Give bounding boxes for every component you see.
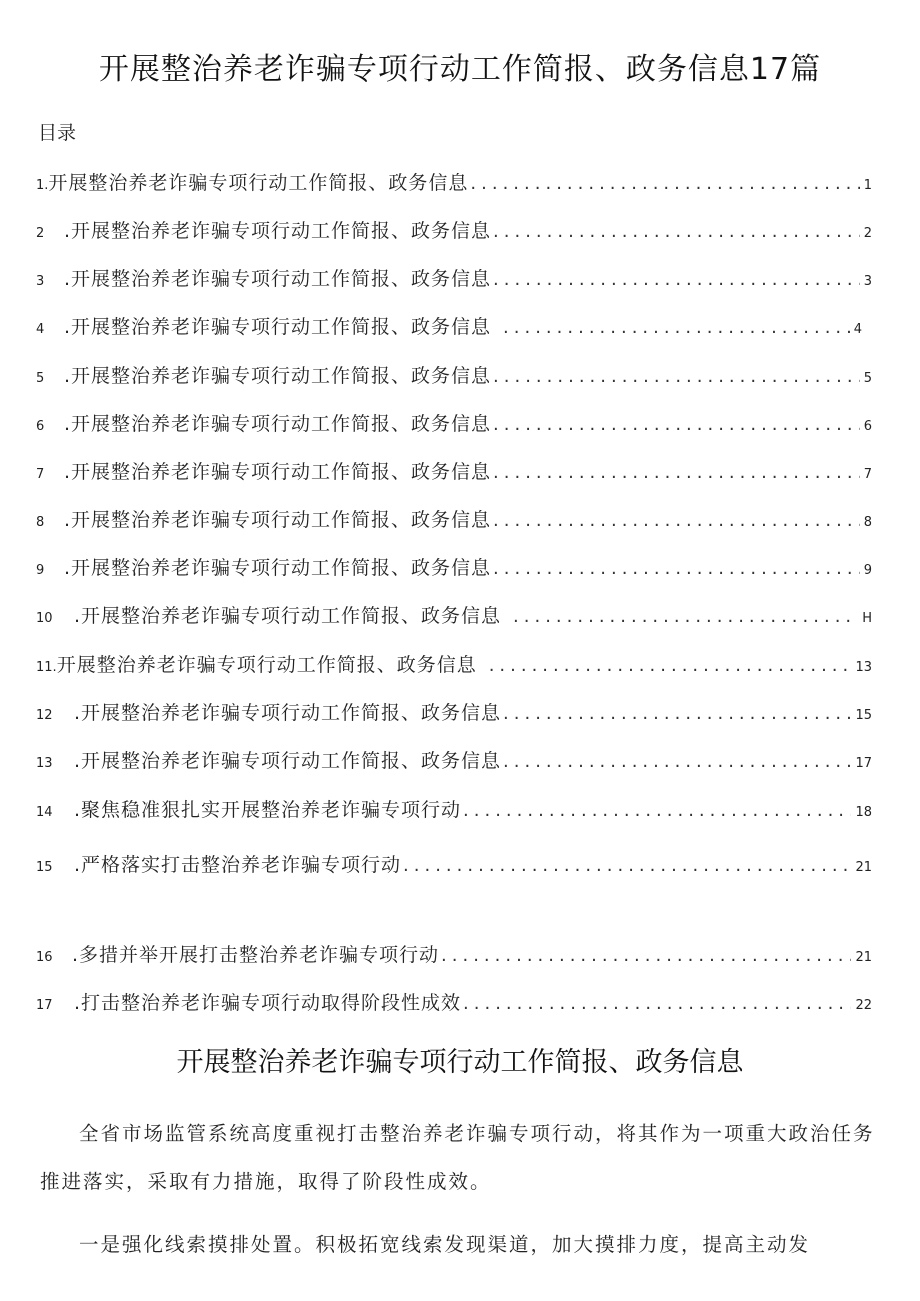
toc-entry-11[interactable] xyxy=(36,650,872,680)
toc-entry-text: .开展整治养老诈骗专项行动工作简报、政务信息 xyxy=(64,461,492,483)
toc-entry-page: 17 xyxy=(855,756,872,771)
toc-entry-14[interactable] xyxy=(36,795,872,825)
toc-leader-dots xyxy=(403,855,851,876)
toc-entry-text: .严格落实打击整治养老诈骗专项行动 xyxy=(74,854,402,876)
toc-entry-7[interactable] xyxy=(36,457,872,487)
toc-entry-text: .开展整治养老诈骗专项行动工作简报、政务信息 xyxy=(64,365,492,387)
toc-entry-6[interactable] xyxy=(36,409,872,439)
toc-leader-dots xyxy=(463,993,851,1014)
body-paragraph-2: 一是强化线索摸排处置。积极拓宽线索发现渠道，加大摸排力度，提高主动发 xyxy=(79,1233,811,1256)
toc-leader-dots xyxy=(513,606,858,627)
toc-leader-dots xyxy=(503,703,851,724)
toc-entry-number: 17 xyxy=(36,998,53,1013)
toc-entry-page: 22 xyxy=(855,998,872,1013)
toc-leader-dots xyxy=(493,558,860,579)
toc-entry-number: 1. xyxy=(36,178,49,193)
toc-entry-text: .开展整治养老诈骗专项行动工作简报、政务信息 xyxy=(64,557,492,579)
toc-entry-page: 3 xyxy=(863,274,872,289)
toc-entry-text: .开展整治养老诈骗专项行动工作简报、政务信息 xyxy=(74,605,502,627)
toc-leader-dots xyxy=(493,414,860,435)
toc-entry-page: 7 xyxy=(863,467,872,482)
toc-entry-number: 9 xyxy=(36,563,45,578)
toc-leader-dots xyxy=(503,317,850,338)
toc-entry-text: 开展整治养老诈骗专项行动工作简报、政务信息 xyxy=(48,172,469,194)
toc-entry-text: 开展整治养老诈骗专项行动工作简报、政务信息 xyxy=(56,654,477,676)
toc-entry-number: 7 xyxy=(36,467,45,482)
toc-entry-page: H xyxy=(862,611,872,626)
toc-entry-text: .开展整治养老诈骗专项行动工作简报、政务信息 xyxy=(64,509,492,531)
toc-leader-dots xyxy=(470,173,859,194)
toc-leader-dots xyxy=(463,800,851,821)
toc-entry-9[interactable] xyxy=(36,553,872,583)
toc-leader-dots xyxy=(493,462,860,483)
toc-entry-1[interactable] xyxy=(36,168,872,198)
toc-entry-15[interactable] xyxy=(36,850,872,880)
toc-entry-number: 16 xyxy=(36,950,53,965)
toc-entry-text: .开展整治养老诈骗专项行动工作简报、政务信息 xyxy=(74,702,502,724)
toc-entry-2[interactable] xyxy=(36,216,872,246)
toc-entry-page: 13 xyxy=(855,660,872,675)
toc-entry-16[interactable] xyxy=(36,940,872,970)
toc-entry-number: 2 xyxy=(36,226,45,241)
toc-entry-13[interactable] xyxy=(36,746,872,776)
toc-entry-number: 13 xyxy=(36,756,53,771)
toc-entry-page: 8 xyxy=(863,515,872,530)
toc-entry-page: 9 xyxy=(863,563,872,578)
toc-entry-number: 11. xyxy=(36,660,57,675)
toc-entry-page: 5 xyxy=(863,371,872,386)
toc-entry-text: .聚焦稳准狠扎实开展整治养老诈骗专项行动 xyxy=(74,799,462,821)
toc-entry-number: 8 xyxy=(36,515,45,530)
document-title: 开展整治养老诈骗专项行动工作简报、政务信息17篇 xyxy=(98,52,822,87)
toc-heading: 目录 xyxy=(38,122,77,144)
toc-entry-4[interactable] xyxy=(36,312,862,342)
toc-entry-number: 6 xyxy=(36,419,45,434)
toc-entry-number: 3 xyxy=(36,274,45,289)
toc-entry-number: 5 xyxy=(36,371,45,386)
section-title: 开展整治养老诈骗专项行动工作简报、政务信息 xyxy=(176,1047,744,1078)
toc-entry-10[interactable] xyxy=(36,601,872,631)
toc-entry-page: 18 xyxy=(855,805,872,820)
toc-entry-17[interactable] xyxy=(36,988,872,1018)
toc-entry-3[interactable] xyxy=(36,264,872,294)
toc-entry-page: 15 xyxy=(855,708,872,723)
toc-entry-number: 15 xyxy=(36,860,53,875)
toc-entry-text: .开展整治养老诈骗专项行动工作简报、政务信息 xyxy=(64,413,492,435)
toc-leader-dots xyxy=(493,366,860,387)
toc-entry-number: 12 xyxy=(36,708,53,723)
toc-entry-text: .开展整治养老诈骗专项行动工作简报、政务信息 xyxy=(64,268,492,290)
toc-leader-dots xyxy=(441,945,851,966)
toc-entry-page: 1 xyxy=(863,178,872,193)
toc-entry-text: .开展整治养老诈骗专项行动工作简报、政务信息 xyxy=(64,316,492,338)
toc-entry-page: 21 xyxy=(855,860,872,875)
toc-entry-5[interactable] xyxy=(36,361,872,391)
toc-entry-text: .开展整治养老诈骗专项行动工作简报、政务信息 xyxy=(74,750,502,772)
toc-leader-dots xyxy=(493,510,860,531)
toc-leader-dots xyxy=(493,269,860,290)
toc-entry-text: .打击整治养老诈骗专项行动取得阶段性成效 xyxy=(74,992,462,1014)
toc-entry-number: 10 xyxy=(36,611,53,626)
toc-entry-page: 21 xyxy=(855,950,872,965)
toc-entry-text: .多措并举开展打击整治养老诈骗专项行动 xyxy=(72,944,440,966)
toc-entry-number: 14 xyxy=(36,805,53,820)
toc-entry-page: 6 xyxy=(863,419,872,434)
toc-leader-dots xyxy=(503,751,851,772)
toc-entry-page: 4 xyxy=(853,322,862,337)
toc-entry-8[interactable] xyxy=(36,505,872,535)
body-paragraph-1: 全省市场监管系统高度重视打击整治养老诈骗专项行动，将其作为一项重大政治任务推进落实，采取有力措施，取得了阶段性成效。 xyxy=(40,1122,875,1193)
toc-entry-12[interactable] xyxy=(36,698,872,728)
toc-entry-page: 2 xyxy=(863,226,872,241)
toc-leader-dots xyxy=(493,221,860,242)
toc-entry-number: 4 xyxy=(36,322,45,337)
toc-leader-dots xyxy=(489,655,852,676)
toc-entry-text: .开展整治养老诈骗专项行动工作简报、政务信息 xyxy=(64,220,492,242)
